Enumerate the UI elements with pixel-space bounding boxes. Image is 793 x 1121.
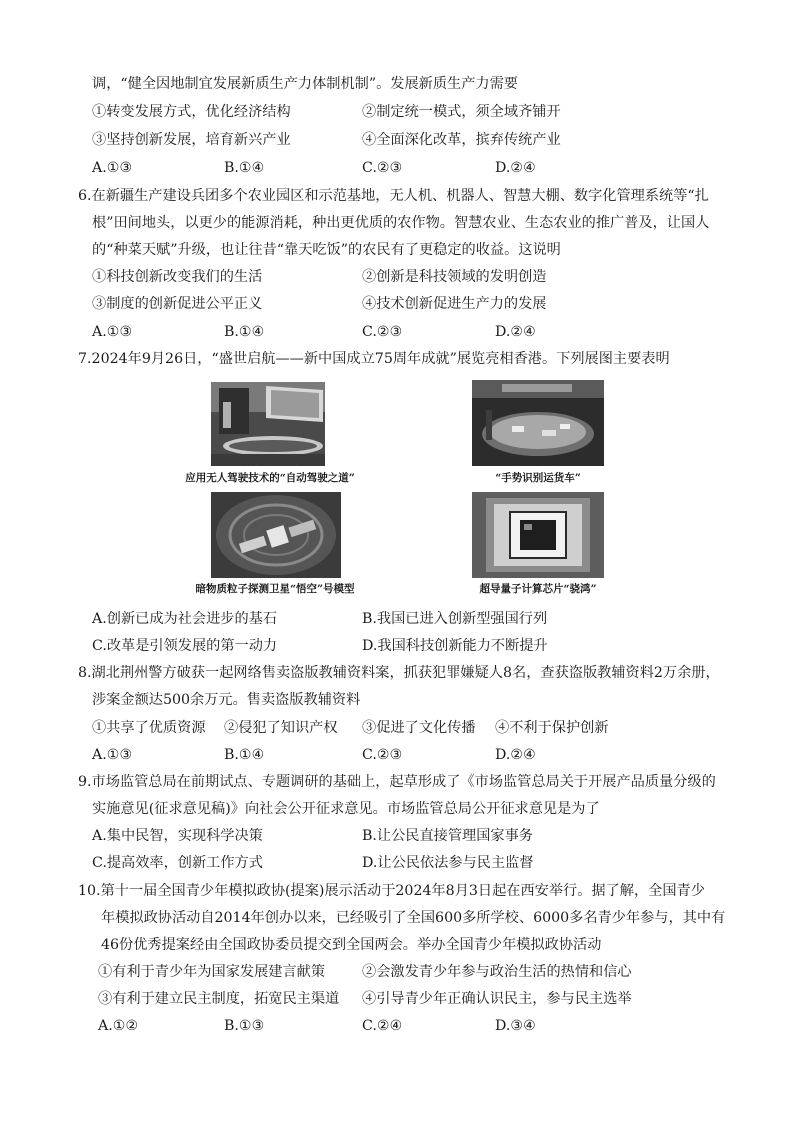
q10-option-1: ①有利于青少年为国家发展建言献策: [98, 964, 326, 980]
q5-choice-c: C.②③: [362, 160, 403, 176]
q8-choice-d: D.②④: [495, 747, 536, 763]
q7-choice-c: C.改革是引领发展的第一动力: [92, 638, 278, 654]
q10-choice-d: D.③④: [495, 1018, 536, 1034]
q7-choice-b: B.我国已进入创新型强国行列: [362, 611, 548, 627]
q10-option-4: ④引导青少年正确认识民主，参与民主选举: [362, 991, 632, 1007]
q6-choice-a: A.①③: [92, 324, 133, 340]
q5-option-2: ②制定统一模式，须全域齐铺开: [362, 104, 561, 120]
q7-choice-d: D.我国科技创新能力不断提升: [362, 638, 548, 654]
photo-caption-4: 超导量子计算芯片“骁鸿”: [479, 583, 597, 595]
q5-option-1: ①转变发展方式，优化经济结构: [92, 104, 291, 120]
q9-stem-line-2: 实施意见(征求意见稿)》向社会公开征求意见。市场监管总局公开征求意见是为了: [92, 801, 600, 817]
q7-stem-line: 7.2024年9月26日，“盛世启航——新中国成立75周年成就”展览亮相香港。下列展图主要表明: [78, 351, 670, 367]
q6-stem-line-3: 的“种菜天赋”升级，也让往昔“靠天吃饭”的农民有了更稳定的收益。这说明: [92, 242, 561, 258]
q5-option-3: ③坚持创新发展，培育新兴产业: [92, 132, 291, 148]
photo-autonomous-driving: [211, 382, 325, 466]
satellite-illustration: [211, 492, 341, 578]
q6-stem-line-2: 根”田间地头，以更少的能源消耗，种出更优质的农作物。智慧农业、生态农业的推广普及，让国人: [92, 215, 710, 231]
photo-caption-3: 暗物质粒子探测卫星“悟空”号模型: [195, 583, 355, 595]
q6-choice-b: B.①④: [224, 324, 265, 340]
quantum-chip-illustration: [472, 492, 604, 578]
q8-stem-line-1: 8.湖北荆州警方破获一起网络售卖盗版教辅资料案，抓获犯罪嫌疑人8名，查获盗版教辅资料2万余册，: [78, 665, 720, 681]
q6-choice-c: C.②③: [362, 324, 403, 340]
q10-choice-a: A.①②: [98, 1018, 139, 1034]
q7-choice-a: A.创新已成为社会进步的基石: [92, 611, 278, 627]
photo-caption-1: 应用无人驾驶技术的“自动驾驶之道”: [185, 472, 355, 484]
q8-stem-line-2: 涉案金额达500余万元。售卖盗版教辅资料: [92, 692, 361, 708]
q9-stem-line-1: 9.市场监管总局在前期试点、专题调研的基础上，起草形成了《市场监管总局关于开展产品质量分级的: [78, 774, 716, 790]
q10-stem-line-2: 年模拟政协活动自2014年创办以来，已经吸引了全国600多所学校、6000多名青少年参与，其中有: [101, 910, 726, 926]
q10-choice-c: C.②④: [362, 1018, 403, 1034]
q8-option-4: ④不利于保护创新: [495, 720, 609, 736]
q10-option-3: ③有利于建立民主制度，拓宽民主渠道: [98, 991, 340, 1007]
autonomous-driving-illustration: [211, 382, 325, 466]
q5-option-4: ④全面深化改革，摈弃传统产业: [362, 132, 561, 148]
q6-stem-line-1: 6.在新疆生产建设兵团多个农业园区和示范基地，无人机、机器人、智慧大棚、数字化管理系统等“扎: [78, 188, 709, 204]
photo-gesture-cart: [472, 380, 604, 466]
q6-option-1: ①科技创新改变我们的生活: [92, 269, 263, 285]
q10-option-2: ②会激发青少年参与政治生活的热情和信心: [362, 964, 632, 980]
q9-choice-b: B.让公民直接管理国家事务: [362, 828, 533, 844]
q8-option-2: ②侵犯了知识产权: [224, 720, 338, 736]
q5-choice-b: B.①④: [224, 160, 265, 176]
photo-quantum-chip: [472, 492, 604, 578]
q8-choice-b: B.①④: [224, 747, 265, 763]
q8-choice-a: A.①③: [92, 747, 133, 763]
q5-choice-a: A.①③: [92, 160, 133, 176]
q9-choice-a: A.集中民智，实现科学决策: [92, 828, 263, 844]
q5-stem-line: 调，“健全因地制宜发展新质生产力体制机制”。发展新质生产力需要: [92, 76, 518, 92]
q8-option-3: ③促进了文化传播: [362, 720, 476, 736]
q10-stem-line-1: 10.第十一届全国青少年模拟政协(提案)展示活动于2024年8月3日起在西安举行。据了解，全国青少: [78, 883, 705, 899]
q8-option-1: ①共享了优质资源: [92, 720, 206, 736]
q6-option-4: ④技术创新促进生产力的发展: [362, 296, 547, 312]
q6-choice-d: D.②④: [495, 324, 536, 340]
q10-choice-b: B.①③: [224, 1018, 265, 1034]
photo-wukong-satellite: [211, 492, 341, 578]
gesture-cart-illustration: [472, 380, 604, 466]
q10-stem-line-3: 46份优秀提案经由全国政协委员提交到全国两会。举办全国青少年模拟政协活动: [101, 937, 602, 953]
q8-choice-c: C.②③: [362, 747, 403, 763]
q6-option-3: ③制度的创新促进公平正义: [92, 296, 263, 312]
q9-choice-c: C.提高效率，创新工作方式: [92, 855, 263, 871]
photo-caption-2: “手势识别运货车”: [495, 472, 581, 484]
q9-choice-d: D.让公民依法参与民主监督: [362, 855, 534, 871]
q6-option-2: ②创新是科技领域的发明创造: [362, 269, 547, 285]
q5-choice-d: D.②④: [495, 160, 536, 176]
